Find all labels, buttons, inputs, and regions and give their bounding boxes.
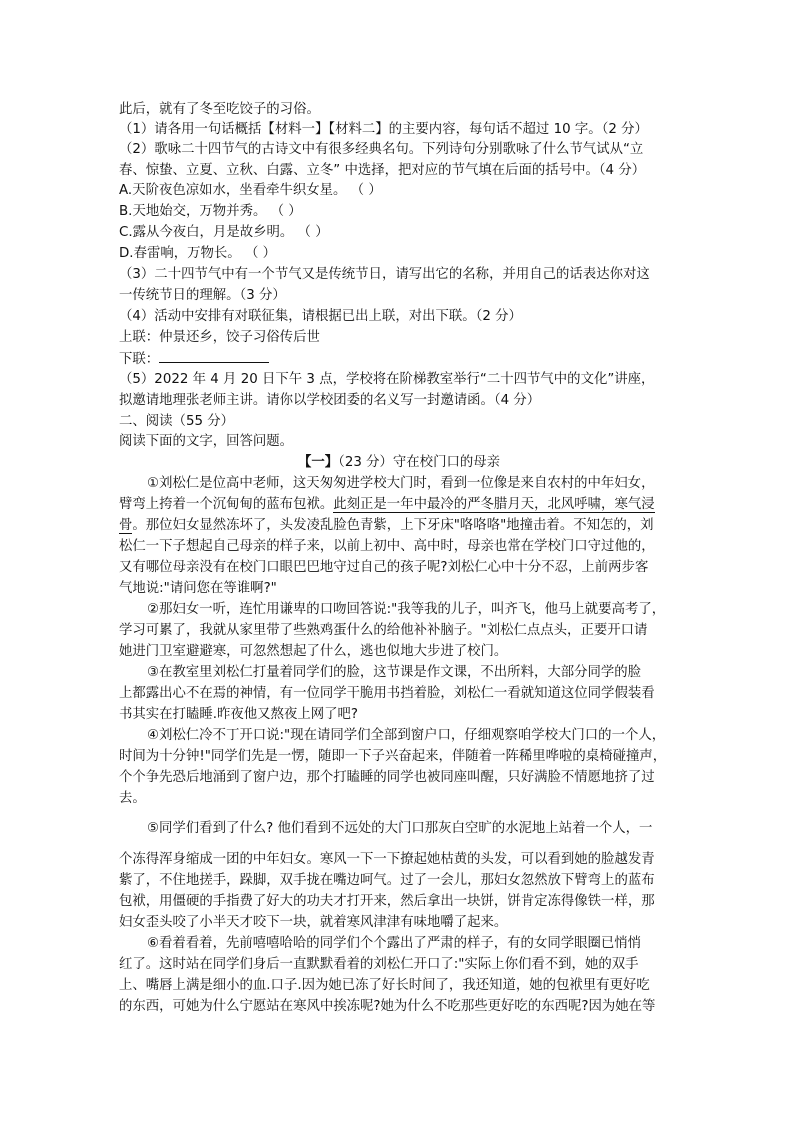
- text-line: 上都露出心不在焉的神情，有一位同学干脆用书挡着脸，刘松仁一看就知道这位同学假装看: [119, 686, 655, 701]
- option-b: B.天地始交，万物并秀。 （ ）: [119, 204, 302, 219]
- text-line: 气地说:"请问您在等谁啊?": [119, 581, 277, 596]
- question-2: （2）歌咏二十四节气的古诗文中有很多经典名句。下列诗句分别歌咏了什么节气试从“立: [119, 142, 644, 157]
- text-line: 又有哪位母亲没有在校门口眼巴巴地守过自己的孩子呢?刘松仁心中十分不忍，上前两步客: [119, 560, 649, 575]
- text-line: 松仁一下子想起自己母亲的样子来，以前上初中、高中时，母亲也常在学校门口守过他的，: [119, 539, 655, 554]
- text-line: 此后，就有了冬至吃饺子的习俗。: [119, 102, 320, 117]
- text-span: 臂弯上挎着一个沉甸甸的蓝布包袱。: [119, 497, 334, 512]
- text-line: 上、嘴唇上满是细小的血.口子.因为她已冻了好长时间了，我还知道，她的包袱里有更好吃: [119, 978, 650, 993]
- passage-title: [119, 452, 679, 473]
- text-line: 时间为十分钟!"同学们先是一愣，随即一下子兴奋起来，伴随着一阵稀里哗啦的桌椅碰撞声，: [119, 749, 667, 764]
- option-a: A.天阶夜色凉如水，坐看牵牛织女星。 （ ）: [119, 183, 382, 198]
- text-line: 包袱，用僵硬的手指费了好大的功夫才打开来，然后拿出一块饼，饼肯定冻得像铁一样，那: [119, 894, 655, 909]
- text-line: 拟邀请地理张老师主讲。请你以学校团委的名义写一封邀请函。（4 分）: [119, 393, 541, 408]
- paragraph-1: ①刘松仁是位高中老师，这天匆匆进学校大门时，看到一位像是来自农村的中年妇女，: [147, 476, 655, 491]
- text-span: 。那位妇女显然冻坏了，头发凌乱脸色青紫，上下牙床"咯咯咯"地撞击着。不知怎的，刘: [132, 518, 654, 533]
- paragraph-3: ③在教室里刘松仁打量着同学们的脸，这节课是作文课，不出所料，大部分同学的脸: [147, 665, 642, 680]
- option-d: D.春雷响，万物长。 （ ）: [119, 246, 276, 261]
- paragraph-5: ⑤同学们看到了什么? 他们看到不远处的大门口那灰白空旷的水泥地上站着一个人，一: [147, 821, 653, 836]
- paragraph-6: ⑥看着看着，先前嘻嘻哈哈的同学们个个露出了严肃的样子，有的女同学眼圈已悄悄: [147, 936, 642, 951]
- text-line: [119, 494, 655, 515]
- question-4: （4）活动中安排有对联征集，请根据已出上联，对出下联。（2 分）: [119, 309, 522, 324]
- text-line: 妇女歪头咬了小半天才咬下一块，就着寒风津津有味地嚼了起来。: [119, 915, 508, 930]
- text-line: 一传统节日的理解。（3 分）: [119, 288, 286, 303]
- text-line: 她进门卫室避避寒，可忽然想起了什么，逃也似地大步进了校门。: [119, 644, 508, 659]
- couplet-lower-label: 下联：: [119, 352, 160, 367]
- section-heading: 二、阅读（55 分）: [119, 414, 235, 429]
- instruction: 阅读下面的文字，回答问题。: [119, 434, 294, 449]
- text-line: 个个争先恐后地涌到了窗户边，那个打瞌睡的同学也被同座叫醒，只好满脸不情愿地挤了过: [119, 770, 655, 785]
- text-line: 去。: [119, 791, 146, 806]
- text-line: 红了。这时站在同学们身后一直默默看着的刘松仁开口了:"实际上你们看不到，她的双手: [119, 957, 639, 972]
- couplet-upper: 上联：仲景还乡，饺子习俗传后世: [119, 330, 320, 345]
- couplet-lower: [119, 348, 269, 369]
- question-5: （5）2022 年 4 月 20 日下午 3 点，学校将在阶梯教室举行“二十四节气中的文化”讲座，: [119, 372, 655, 387]
- text-line: 春、惊蛰、立夏、立秋、白露、立冬” 中选择，把对应的节气填在后面的括号中。（4 分）: [119, 163, 646, 178]
- question-1: （1）请各用一句话概括【材料一】【材料二】的主要内容，每句话不超过 10 字。（2 分）: [119, 122, 648, 137]
- underlined-sentence: 此刻正是一年中最冷的严冬腊月天，北风呼啸，寒气浸: [333, 497, 655, 512]
- paragraph-2: ②那妇女一听，连忙用谦卑的口吻回答说:"我等我的儿子，叫齐飞，他马上就要高考了，: [147, 602, 666, 617]
- text-line: [119, 515, 654, 536]
- answer-blank[interactable]: [159, 348, 269, 363]
- text-line: 紫了，不住地搓手，跺脚，双手拢在嘴边呵气。过了一会儿，那妇女忽然放下臂弯上的蓝布: [119, 873, 655, 888]
- text-line: 的东西，可她为什么宁愿站在寒风中挨冻呢?她为什么不吃那些更好吃的东西呢?因为她在等: [119, 999, 656, 1014]
- text-line: 书其实在打瞌睡.昨夜他又熬夜上网了吧?: [119, 707, 359, 722]
- question-3: （3）二十四节气中有一个节气又是传统节日，请写出它的名称，并用自己的话表达你对这: [119, 267, 650, 282]
- text-line: 学习可累了，我就从家里带了些熟鸡蛋什么的给他补补脑子。"刘松仁点点头，正要开口请: [119, 623, 648, 638]
- option-c: C.露从今夜白，月是故乡明。 （ ）: [119, 225, 329, 240]
- paragraph-4: ④刘松仁冷不丁开口说:"现在请同学们全部到窗户口，仔细观察咱学校大门口的一个人，: [147, 728, 666, 743]
- passage-number: 【一】: [297, 455, 339, 470]
- text-line: 个冻得浑身缩成一团的中年妇女。寒风一下一下撩起她枯黄的头发，可以看到她的脸越发青: [119, 852, 655, 867]
- underlined-sentence: 骨: [119, 518, 133, 533]
- passage-title-text: （23 分）守在校门口的母亲: [338, 455, 501, 470]
